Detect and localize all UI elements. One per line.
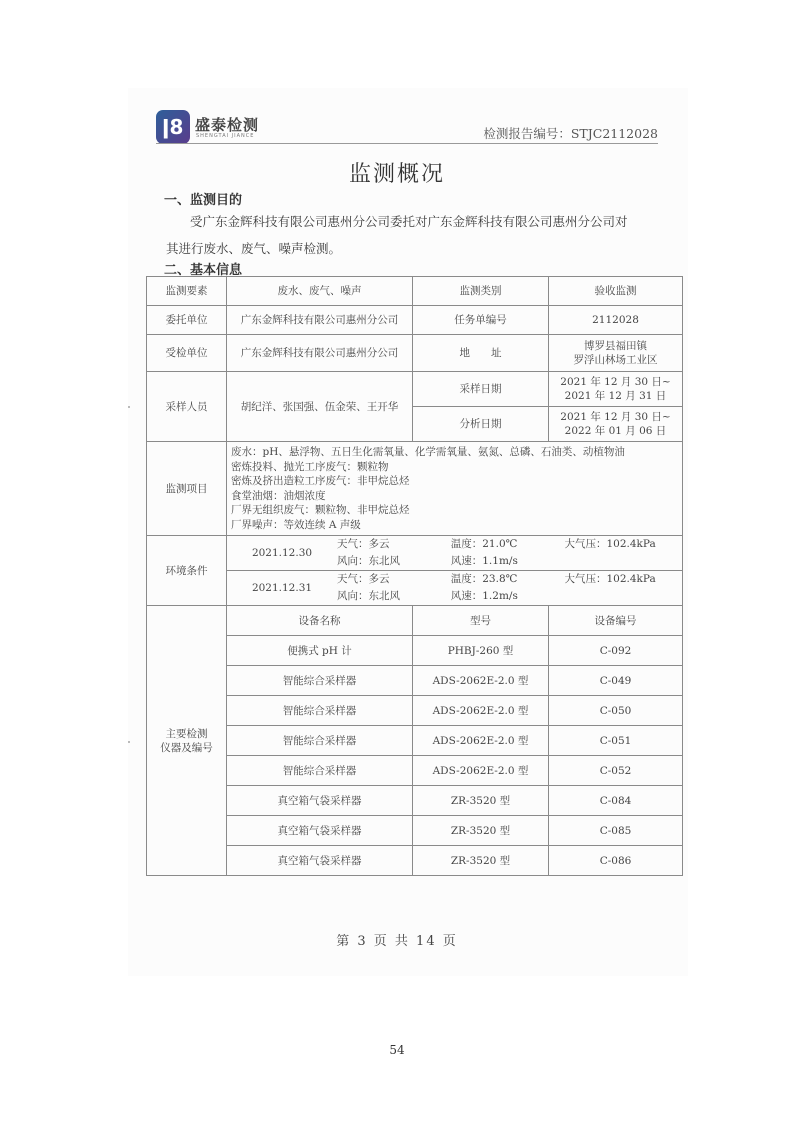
table-label: 采样人员 — [147, 372, 227, 442]
table-value: 广东金辉科技有限公司惠州分公司 — [227, 306, 413, 335]
section-heading-info: 二、基本信息 — [164, 263, 243, 278]
instrument-name: 智能综合采样器 — [227, 756, 413, 786]
purpose-line-2: 其进行废水、废气、噪声检测。 — [166, 241, 342, 256]
env-date: 2021.12.30 — [251, 547, 313, 559]
env-condition — [227, 571, 683, 606]
instrument-model: ZR-3520 型 — [413, 846, 549, 876]
address-line-1: 博罗县福田镇 — [584, 340, 647, 352]
instrument-row — [147, 816, 683, 846]
column-header: 型号 — [413, 606, 549, 636]
instrument-model: ADS-2062E-2.0 型 — [413, 696, 549, 726]
company-logo: ǀ8 — [156, 110, 190, 144]
instrument-code: C-086 — [549, 846, 683, 876]
instrument-name: 智能综合采样器 — [227, 696, 413, 726]
instrument-model: ADS-2062E-2.0 型 — [413, 756, 549, 786]
table-label: 环境条件 — [147, 536, 227, 606]
table-label: 采样日期 — [413, 372, 549, 407]
address-line-2: 罗浮山林场工业区 — [573, 354, 658, 366]
brand-name-en: SHENGTAI JIANCE — [196, 133, 255, 139]
env-wind-speed: 风速：1.2m/s — [450, 590, 518, 602]
table-row — [147, 372, 683, 407]
table-value — [549, 335, 683, 372]
instrument-row — [147, 636, 683, 666]
column-header: 设备编号 — [549, 606, 683, 636]
section-heading-purpose: 一、监测目的 — [164, 193, 243, 208]
table-value: 胡纪洋、张国强、伍金荣、王开华 — [227, 372, 413, 442]
table-label: 监测类别 — [413, 277, 549, 306]
purpose-paragraph — [166, 208, 686, 262]
env-wind-dir: 风向：东北风 — [337, 590, 400, 602]
env-temp: 温度：23.8℃ — [450, 573, 518, 585]
instrument-name: 真空箱气袋采样器 — [227, 846, 413, 876]
instrument-code: C-050 — [549, 696, 683, 726]
sampling-date-line-2: 2021 年 12 月 31 日 — [564, 390, 667, 402]
monitoring-items — [227, 442, 683, 536]
page-number: 54 — [389, 1043, 405, 1057]
instrument-row — [147, 786, 683, 816]
monitoring-item: 密炼投料、抛光工序废气：颗粒物 — [231, 460, 389, 473]
env-pressure: 大气压：102.4kPa — [564, 538, 656, 550]
instrument-code: C-052 — [549, 756, 683, 786]
scan-speck — [128, 741, 130, 743]
page-footer: 第 3 页 共 14 页 — [336, 934, 458, 949]
env-wind-speed: 风速：1.1m/s — [450, 555, 518, 567]
instrument-code: C-092 — [549, 636, 683, 666]
table-value: 废水、废气、噪声 — [227, 277, 413, 306]
instrument-model: ADS-2062E-2.0 型 — [413, 666, 549, 696]
instrument-row — [147, 756, 683, 786]
env-wind-dir: 风向：东北风 — [337, 555, 400, 567]
instrument-name: 真空箱气袋采样器 — [227, 786, 413, 816]
table-label: 受检单位 — [147, 335, 227, 372]
table-label — [147, 606, 227, 876]
analysis-date-line-1: 2021 年 12 月 30 日~ — [560, 411, 671, 423]
instrument-code: C-085 — [549, 816, 683, 846]
table-value — [549, 407, 683, 442]
env-weather: 天气：多云 — [337, 538, 390, 550]
basic-info-table — [146, 276, 683, 876]
instrument-name: 便携式 pH 计 — [227, 636, 413, 666]
table-value: 广东金辉科技有限公司惠州分公司 — [227, 335, 413, 372]
monitoring-item: 厂界噪声：等效连续 A 声级 — [231, 518, 361, 531]
instruments-label-line-1: 主要检测 — [165, 727, 208, 740]
instrument-code: C-049 — [549, 666, 683, 696]
table-label: 监测要素 — [147, 277, 227, 306]
instrument-model: ZR-3520 型 — [413, 786, 549, 816]
table-row — [147, 335, 683, 372]
header-divider — [156, 143, 658, 144]
table-value: 2112028 — [549, 306, 683, 335]
page-title: 监测概况 — [348, 162, 445, 187]
scan-speck — [128, 406, 130, 408]
sampling-date-line-1: 2021 年 12 月 30 日~ — [560, 376, 671, 388]
table-row — [147, 536, 683, 571]
instrument-model: PHBJ-260 型 — [413, 636, 549, 666]
instrument-name: 真空箱气袋采样器 — [227, 816, 413, 846]
table-row — [147, 571, 683, 606]
table-label: 任务单编号 — [413, 306, 549, 335]
instrument-row — [147, 846, 683, 876]
analysis-date-line-2: 2022 年 01 月 06 日 — [564, 425, 667, 437]
column-header: 设备名称 — [227, 606, 413, 636]
brand-name: 盛泰检测 — [195, 116, 260, 134]
env-weather: 天气：多云 — [337, 573, 390, 585]
table-label: 分析日期 — [413, 407, 549, 442]
monitoring-item: 密炼及挤出造粒工序废气：非甲烷总烃 — [231, 475, 410, 487]
table-row — [147, 442, 683, 536]
table-label: 地 址 — [413, 335, 549, 372]
monitoring-item: 厂界无组织废气：颗粒物、非甲烷总烃 — [231, 504, 410, 516]
monitoring-item: 废水：pH、悬浮物、五日生化需氧量、化学需氧量、氨氮、总磷、石油类、动植物油 — [231, 446, 625, 458]
table-row — [147, 606, 683, 636]
instrument-model: ADS-2062E-2.0 型 — [413, 726, 549, 756]
instrument-name: 智能综合采样器 — [227, 726, 413, 756]
report-number: 检测报告编号：STJC2112028 — [483, 126, 658, 141]
env-pressure: 大气压：102.4kPa — [564, 573, 656, 585]
instrument-name: 智能综合采样器 — [227, 666, 413, 696]
table-row — [147, 277, 683, 306]
instrument-code: C-084 — [549, 786, 683, 816]
instrument-row — [147, 726, 683, 756]
instrument-model: ZR-3520 型 — [413, 816, 549, 846]
table-label: 委托单位 — [147, 306, 227, 335]
purpose-line-1: 受广东金辉科技有限公司惠州分公司委托对广东金辉科技有限公司惠州分公司对 — [190, 214, 628, 229]
table-label: 监测项目 — [147, 442, 227, 536]
instrument-row — [147, 696, 683, 726]
table-row — [147, 306, 683, 335]
table-value: 验收监测 — [549, 277, 683, 306]
monitoring-item: 食堂油烟：油烟浓度 — [231, 489, 326, 502]
instrument-code: C-051 — [549, 726, 683, 756]
instrument-row — [147, 666, 683, 696]
env-condition — [227, 536, 683, 571]
table-value — [549, 372, 683, 407]
env-date: 2021.12.31 — [251, 582, 313, 594]
env-temp: 温度：21.0℃ — [450, 538, 518, 550]
instruments-label-line-2: 仪器及编号 — [160, 741, 213, 754]
